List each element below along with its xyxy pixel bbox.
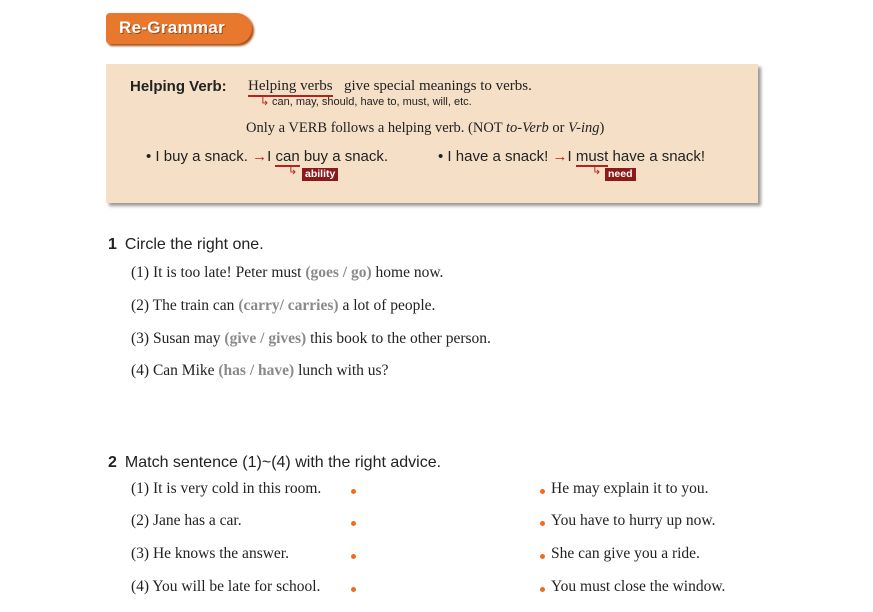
match-dot-right[interactable]: [540, 554, 545, 559]
choice-options[interactable]: (give / gives): [224, 330, 307, 347]
example-1-verb: can: [275, 148, 300, 165]
section-tab: [106, 13, 252, 44]
helping-verbs-list: [260, 95, 472, 108]
choice-options[interactable]: (has / have): [218, 362, 295, 379]
need-tag: need: [605, 168, 636, 181]
q1-item: (4) Can Mike (has / have) lunch with us?: [131, 362, 389, 379]
helping-verb-label: Helping Verb:: [130, 78, 227, 95]
arrow-icon: →: [552, 148, 568, 165]
question-2-title: 2 Match sentence (1)~(4) with the right advice.: [108, 454, 442, 471]
match-left-item: (1) It is very cold in this room.: [131, 480, 322, 497]
tag-arrow-icon: ↳: [592, 164, 602, 177]
example-2-verb: must: [575, 148, 609, 165]
match-right-item: She can give you a ride.: [551, 545, 700, 562]
rule-text: Only a VERB follows a helping verb. (NOT to-Verb or V-ing): [246, 120, 605, 136]
match-right-item: You must close the window.: [551, 578, 726, 595]
match-dot-right[interactable]: [540, 489, 545, 494]
match-dot-left[interactable]: [351, 554, 356, 559]
q1-item: (2) The train can (carry/ carries) a lot of people.: [131, 297, 436, 314]
match-dot-right[interactable]: [540, 521, 545, 526]
choice-options[interactable]: (carry/ carries): [238, 297, 339, 314]
grammar-box: [106, 64, 758, 203]
q1-item: (1) It is too late! Peter must (goes / go) home now.: [131, 264, 444, 281]
ability-tag: ability: [302, 168, 338, 181]
example-2: • I have a snack! →I must have a snack!: [438, 148, 706, 165]
match-dot-left[interactable]: [351, 587, 356, 592]
helping-verbs-term: Helping verbs: [248, 78, 333, 97]
match-dot-left[interactable]: [351, 489, 356, 494]
match-right-item: You have to hurry up now.: [551, 512, 716, 529]
tag-arrow-icon: ↳: [288, 164, 298, 177]
match-left-item: (2) Jane has a car.: [131, 512, 242, 529]
q1-item: (3) Susan may (give / gives) this book to the other person.: [131, 330, 491, 347]
choice-options[interactable]: (goes / go): [305, 264, 372, 281]
sub-arrow-icon: ↳: [260, 95, 270, 108]
match-dot-right[interactable]: [540, 587, 545, 592]
match-left-item: (4) You will be late for school.: [131, 578, 321, 595]
question-1-title: 1 Circle the right one.: [108, 236, 264, 253]
match-left-item: (3) He knows the answer.: [131, 545, 289, 562]
example-1: • I buy a snack. →I can buy a snack.: [146, 148, 389, 165]
helping-verbs-definition: give special meanings to verbs.: [344, 78, 532, 94]
match-dot-left[interactable]: [351, 521, 356, 526]
arrow-icon: →: [252, 148, 268, 165]
match-right-item: He may explain it to you.: [551, 480, 709, 497]
helping-verbs-examples: can, may, should, have to, must, will, etc.: [272, 96, 472, 108]
section-tab-label: Re-Grammar: [119, 18, 225, 37]
